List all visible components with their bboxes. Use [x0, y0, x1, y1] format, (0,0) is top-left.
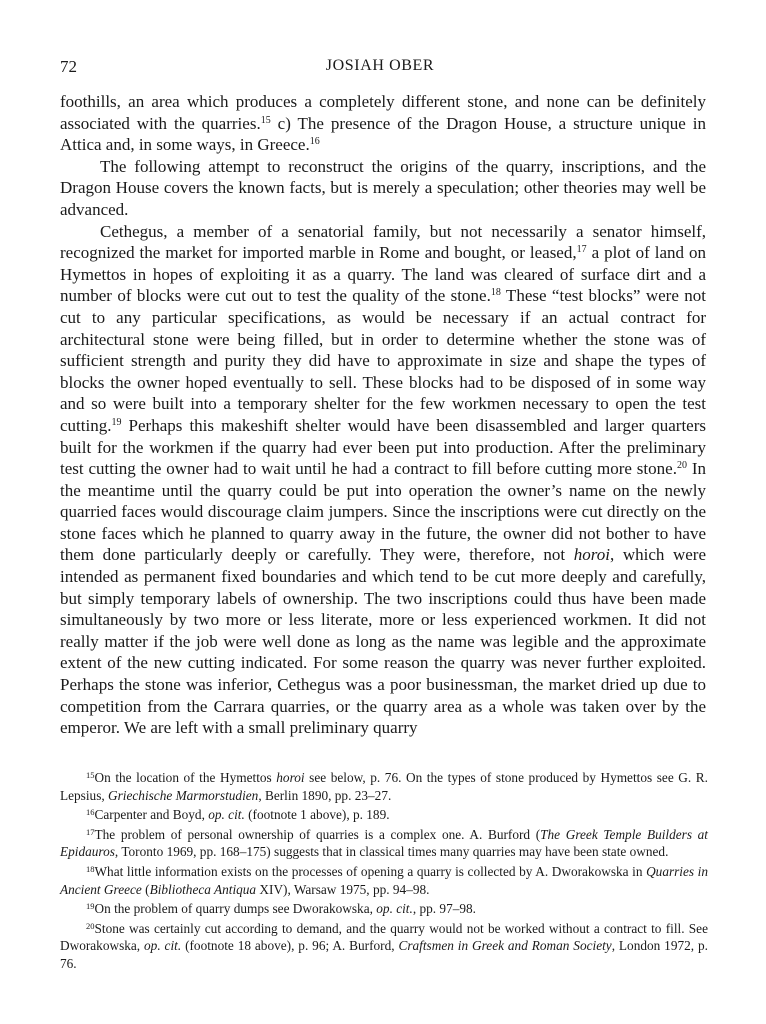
- running-head: JOSIAH OBER: [325, 57, 435, 74]
- page-number: 72: [60, 57, 77, 76]
- footnote-16: $^{16}$Carpenter and Boyd, op. cit. (footnote 1 above), p. 189.: [86, 807, 390, 823]
- paragraph-2: The following attempt to reconstruct the origins of the quarry, inscriptions, and the Dragon House covers the known facts, but is merely a speculation; other theories may well be advanced.: [60, 156, 706, 219]
- footnotes: [60, 767, 708, 973]
- footnote-ref-15: 15: [260, 114, 271, 126]
- footnote-ref-20: 20: [676, 460, 687, 472]
- footnote-19: $^{19}$On the problem of quarry dumps see Dworakowska, op. cit., pp. 97–98.: [86, 901, 476, 917]
- footnote-17: $^{17}$The problem of personal ownership of quarries is a complex one. A. Burford (The Greek Temple Builders at Epidauros, Toronto 1969, pp. 168–175) suggests that in classical times many quarries may have been state owned.: [60, 826, 708, 860]
- footnote-20: $^{20}$Stone was certainly cut according to demand, and the quarry would not be worked without a contract to fill. See Dworakowska, op. cit. (footnote 18 above), p. 96; A. Burford, Craftsmen in Greek and Roman Society, London 1972, p. 76.: [60, 920, 708, 971]
- footnote-ref-16: 16: [309, 136, 320, 148]
- footnote-ref-17: 17: [576, 244, 587, 256]
- body-text: [60, 91, 706, 739]
- footnote-18: $^{18}$What little information exists on the processes of opening a quarry is collected by A. Dworakowska in Quarries in Ancient Greece (Bibliotheca Antiqua XIV), Warsaw 1975, pp. 94–98.: [60, 863, 709, 897]
- paragraph-3: Cethegus, a member of a senatorial family, but not necessarily a senator himself, recognized the market for imported marble in Rome and bought, or leased,$^{17}$ a plot of land on Hymettos in hopes of exploiting it as a quarry. The land was cleared of surface dirt and a number of blocks were cut out to test the quality of the stone.$^{18}$ These “test blocks” were not cut to any particular specifications, as would be necessary if an actual contract for architectural stone were being filled, but in order to determine whether the stone was of sufficient strength and purity they did have to approximate in size and shape the types of blocks the owner hoped eventually to sell. These blocks had to be disposed of in some way and so were built into a temporary shelter for the few workmen necessary to open the test cutting.$^{19}$ Perhaps this makeshift shelter would have been disassembled and larger quarters built for the workmen if the quarry had ever been put into production. After the preliminary test cutting the owner had to wait until he had a contract to fill before cutting more stone.$^{20}$ In the meantime until the quarry could be put into operation the owner’s name on the newly quarried faces would discourage claim jumpers. Since the inscriptions were cut directly on the stone faces which he planned to quarry away in the future, the owner did not bother to have them done particularly deeply or carefully. They were, therefore, not horoi, which were intended as permanent fixed boundaries and which tend to be cut more deeply and carefully, but simply temporary labels of ownership. The two inscriptions could thus have been made simultaneously by two more or less literate, more or less experienced workmen. It did not really matter if the job were well done as long as the name was legible and the approximate extent of the new cutting indicated. For some reason the quarry was never further exploited. Perhaps the stone was inferior, Cethegus was a poor businessman, the market dried up due to competition from the Carrara quarries, or the quarry area as a whole was taken over by the emperor. We are left with a small preliminary quarry: [60, 221, 707, 738]
- footnote-ref-18: 18: [490, 287, 501, 299]
- footnote-ref-19: 19: [111, 416, 122, 428]
- paragraph-1: foothills, an area which produces a completely different stone, and none can be definitely associated with the quarries.$^{15}$ c) The presence of the Dragon House, a structure unique in Attica and, in some ways, in Greece.$^{16}$: [60, 92, 707, 155]
- footnote-15: $^{15}$On the location of the Hymettos horoi see below, p. 76. On the types of stone produced by Hymettos see G. R. Lepsius, Griechische Marmorstudien, Berlin 1890, pp. 23–27.: [60, 770, 708, 803]
- page-header: [60, 57, 700, 79]
